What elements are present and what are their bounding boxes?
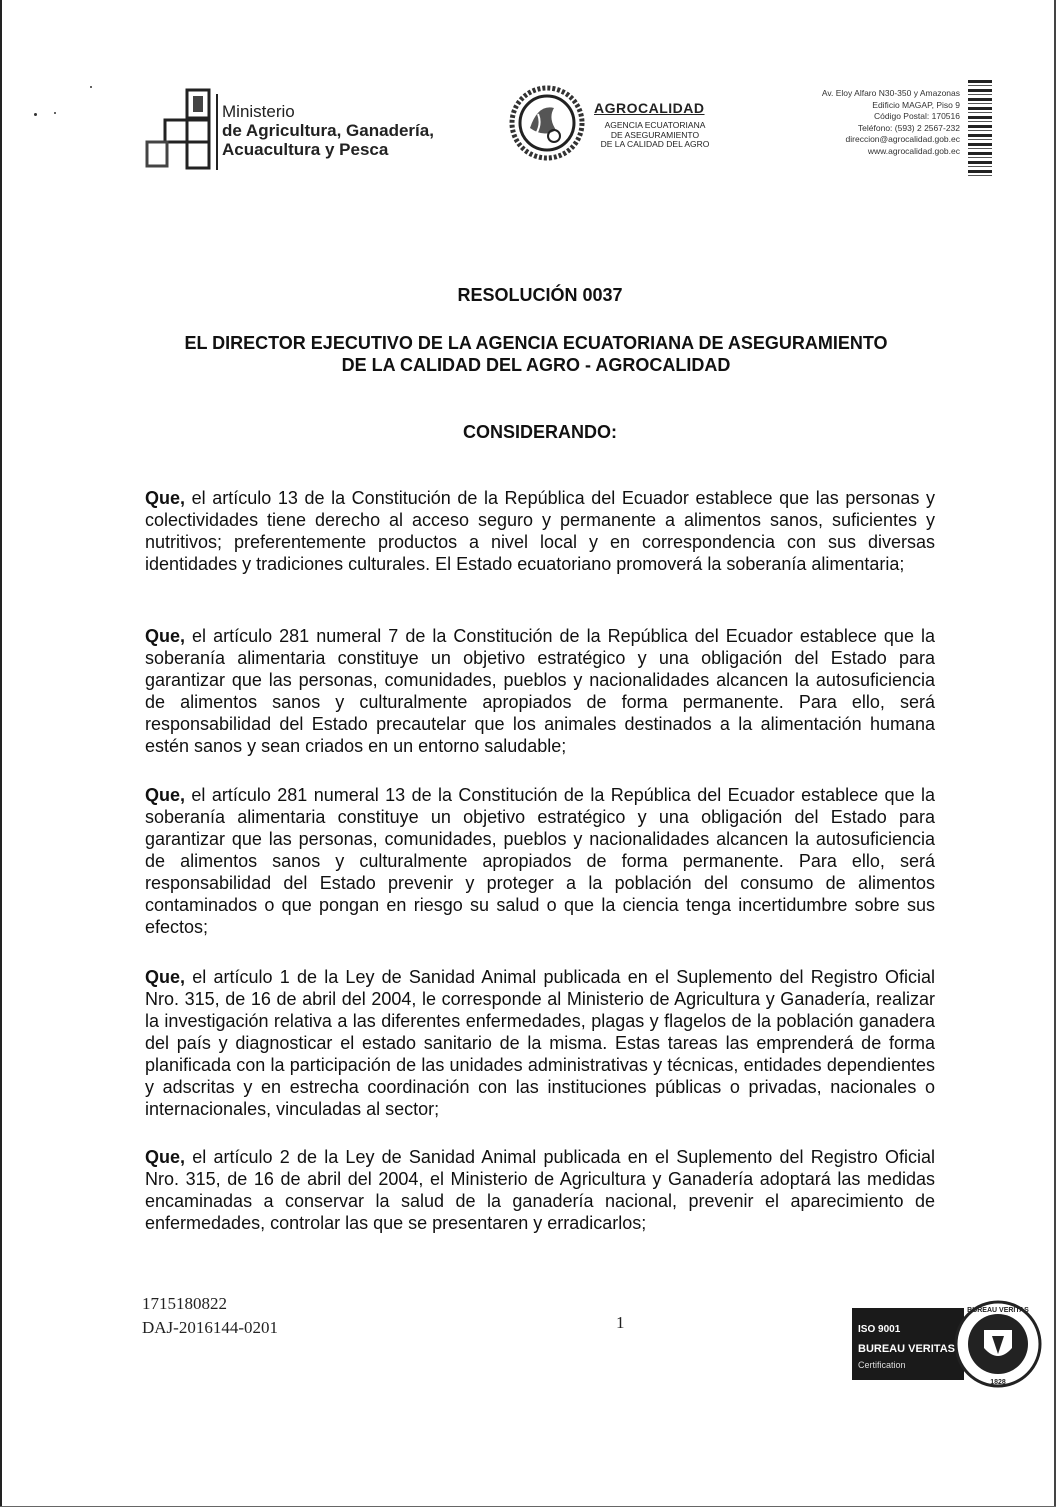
- contact-postal-code: Código Postal: 170516: [873, 111, 960, 121]
- seal-year-text: 1828: [990, 1379, 1006, 1386]
- agrocalidad-sub-line1: AGENCIA ECUATORIANA: [604, 120, 706, 130]
- barcode-icon: [968, 80, 992, 176]
- paragraph-text: el artículo 1 de la Ley de Sanidad Animal publicada en el Suplemento del Registro Oficial Nro. 315, de 16 de abril del 2004, le corresponde al Ministerio de Agricultura y Ganadería, realizar la investigación relativa a las diferentes enfermedades, plagas y flagelos de la población ganadera del país y diagnosticar el estado sanitario de la misma. Estas tareas las emprenderá de forma planificada con la participación de las unidades administrativas y técnicas, entidades dependientes y adscritas y en estrecha coordinación con las instituciones públicas o privadas, nacionales o internacionales, vinculadas al sector;: [145, 967, 935, 1119]
- document-codes: [142, 1292, 278, 1340]
- paragraph-lead: Que,: [145, 1147, 186, 1167]
- resolution-title: RESOLUCIÓN 0037: [457, 285, 623, 305]
- document-code-id: 1715180822: [142, 1294, 227, 1313]
- agrocalidad-subtitle: [594, 121, 716, 150]
- bureau-veritas-seal-icon: [852, 1296, 1042, 1394]
- considerando-heading: CONSIDERANDO:: [462, 422, 617, 442]
- director-heading-line1: EL DIRECTOR EJECUTIVO DE LA AGENCIA ECUATORIANA DE ASEGURAMIENTO: [184, 333, 888, 353]
- document-code-daj: DAJ-2016144-0201: [142, 1318, 278, 1337]
- considerando-paragraph: [145, 966, 935, 1142]
- considerando-paragraph: [145, 625, 935, 779]
- seal-org-text: BUREAU VERITAS: [858, 1343, 955, 1355]
- scan-speck: [54, 112, 56, 114]
- scan-speck: [90, 86, 92, 88]
- agrocalidad-emblem-icon: [508, 84, 586, 162]
- agrocalidad-sub-line3: DE LA CALIDAD DEL AGRO: [600, 139, 710, 149]
- contact-address: Av. Eloy Alfaro N30-350 y Amazonas: [821, 88, 960, 98]
- agrocalidad-sub-line2: DE ASEGURAMIENTO: [610, 129, 700, 140]
- contact-building: Edificio MAGAP, Piso 9: [872, 99, 960, 110]
- seal-ring-text: BUREAU VERITAS: [967, 1307, 1029, 1314]
- director-heading-line2: DE LA CALIDAD DEL AGRO - AGROCALIDAD: [341, 355, 731, 375]
- paragraph-text: el artículo 13 de la Constitución de la República del Ecuador establece que las personas y colectividades tiene derecho al acceso seguro y permanente a alimentos sanos, suficientes y nutritivos; preferentemente productos a nivel local y en correspondencia con sus diversas identidades y tradiciones culturales. El Estado ecuatoriano promoverá la soberanía alimentaria;: [145, 488, 935, 574]
- contact-email: direccion@agrocalidad.gob.ec: [845, 134, 960, 144]
- ministerio-name: [222, 102, 434, 159]
- paragraph-lead: Que,: [145, 967, 186, 987]
- ministerio-line2: de Agricultura, Ganadería,: [222, 121, 434, 140]
- scan-edge-left: [0, 0, 2, 1507]
- paragraph-lead: Que,: [145, 785, 186, 805]
- considerando-paragraph: [145, 487, 935, 597]
- contact-phone: Teléfono: (593) 2 2567-232: [857, 122, 960, 133]
- seal-iso-text: ISO 9001: [858, 1324, 901, 1335]
- contact-website: www.agrocalidad.gob.ec: [867, 145, 960, 156]
- ministerio-line1: Ministerio: [222, 102, 295, 121]
- paragraph-text: el artículo 2 de la Ley de Sanidad Animal publicada en el Suplemento del Registro Oficial Nro. 315, de 16 de abril del 2004, el Ministerio de Agricultura y Ganadería adoptará las medidas encaminadas a conservar la salud de la ganadería nacional, prevenir el aparecimiento de enfermedades, controlar las que se presentaren y erradicarlos;: [145, 1147, 935, 1233]
- paragraph-text: el artículo 281 numeral 7 de la Constitución de la República del Ecuador establece que la soberanía alimentaria constituye un objetivo estratégico y una obligación del Estado para garantizar que las personas, comunidades, pueblos y nacionalidades alcancen la autosuficiencia de alimentos sanos y culturalmente apropiados de forma permanente. Para ello, será responsabilidad del Estado precautelar que los animales destinados a la alimentación humana estén sanos y sean criados en un entorno saludable;: [145, 626, 935, 756]
- director-heading: [8, 332, 1056, 376]
- scan-speck: [34, 113, 37, 116]
- page-number: 1: [616, 1313, 625, 1332]
- paragraph-lead: Que,: [145, 626, 186, 646]
- considerando-paragraph: [145, 784, 935, 960]
- ministerio-line3: Acuacultura y Pesca: [222, 140, 389, 159]
- paragraph-text: el artículo 281 numeral 13 de la Constitución de la República del Ecuador establece que la soberanía alimentaria constituye un objetivo estratégico y una obligación del Estado para garantizar que las personas, comunidades, pueblos y nacionalidades alcancen la autosuficiencia de alimentos sanos y culturalmente apropiados de forma permanente. Para ello, será responsabilidad del Estado prevenir y proteger a la población del consumo de alimentos contaminados o que pongan en riesgo su salud o que la ciencia tenga incertidumbre sobre sus efectos;: [145, 785, 935, 937]
- contact-block: [822, 88, 960, 157]
- considerando-paragraph: [145, 1146, 935, 1256]
- seal-cert-text: Certification: [858, 1360, 906, 1370]
- paragraph-lead: Que,: [145, 488, 186, 508]
- agrocalidad-name: AGROCALIDAD: [594, 100, 705, 116]
